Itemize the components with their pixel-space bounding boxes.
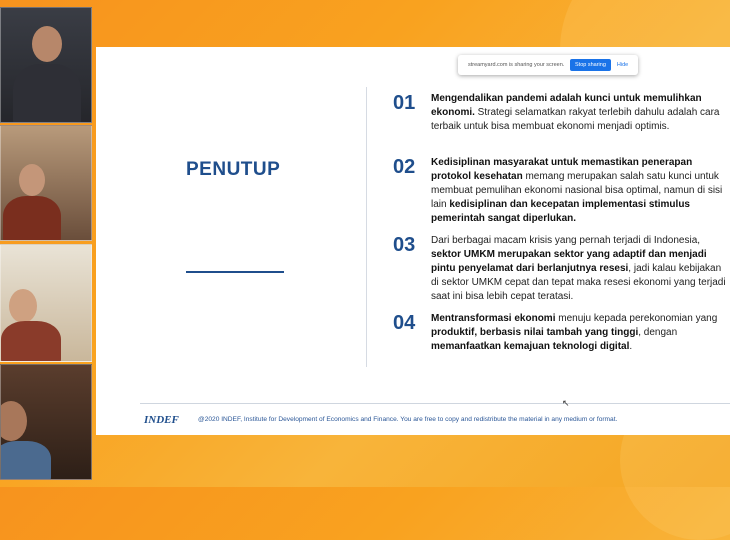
mouse-cursor-icon: ↖ bbox=[562, 398, 570, 408]
participant-body bbox=[3, 196, 61, 241]
item-text: Mentransformasi ekonomi menuju kepada perekonomian yang produktif, berbasis nilai tambah yang tinggi, dengan memanfaatkan kemajuan teknologi digital. bbox=[431, 313, 718, 352]
participant-video-1[interactable] bbox=[0, 7, 92, 123]
hide-share-bar-link[interactable]: Hide bbox=[616, 62, 629, 68]
item-text: Kedisiplinan masyarakat untuk memastikan penerapan protokol kesehatan memang merupakan salah satu kunci untuk membuat pemulihan ekonomi nasional bisa optimal, namun di sisi lain kedisiplinan dan kecepatan implementasi stimulus pemerintah sangat diperlukan. bbox=[431, 157, 723, 224]
item-number: 04 bbox=[393, 312, 416, 334]
copyright-notice: @2020 INDEF, Institute for Development of Economics and Finance. You are free to copy and redistribute the material in any medium or format. bbox=[198, 416, 618, 423]
title-underline bbox=[186, 271, 284, 273]
screen-share-message: streamyard.com is sharing your screen. bbox=[468, 62, 565, 68]
participant-video-4[interactable] bbox=[0, 364, 92, 480]
participant-head bbox=[0, 401, 27, 441]
screen-share-bar bbox=[458, 55, 638, 75]
participant-video-3[interactable] bbox=[0, 244, 92, 362]
stop-sharing-button[interactable]: Stop sharing bbox=[570, 59, 611, 71]
item-text: Dari berbagai macam krisis yang pernah terjadi di Indonesia, sektor UMKM merupakan sektor yang adaptif dan menjadi pintu penyelamat dari berlanjutnya resesi, jadi kalau kebijakan di sektor UMKM cepat dan tepat maka resesi ekonomi yang terjadi saat ini bisa lebih cepat teratasi. bbox=[431, 235, 726, 302]
footer-divider bbox=[140, 403, 730, 404]
slide-title: PENUTUP bbox=[186, 159, 281, 180]
participant-head bbox=[9, 289, 37, 323]
participant-head bbox=[32, 26, 62, 62]
shared-slide bbox=[96, 47, 730, 435]
item-text: Mengendalikan pandemi adalah kunci untuk memulihkan ekonomi. Strategi selamatkan rakyat terlebih dahulu adalah cara terbaik untuk bisa membuat ekonomi menjadi optimis. bbox=[431, 93, 720, 132]
item-number: 01 bbox=[393, 92, 416, 114]
slide-divider bbox=[366, 87, 367, 367]
participant-body bbox=[0, 441, 51, 480]
participant-body bbox=[1, 321, 61, 362]
item-number: 02 bbox=[393, 156, 416, 178]
item-number: 03 bbox=[393, 234, 416, 256]
participant-body bbox=[13, 64, 81, 123]
participant-head bbox=[19, 164, 45, 196]
indef-logo: INDEF bbox=[144, 414, 179, 426]
participant-video-2[interactable] bbox=[0, 125, 92, 241]
